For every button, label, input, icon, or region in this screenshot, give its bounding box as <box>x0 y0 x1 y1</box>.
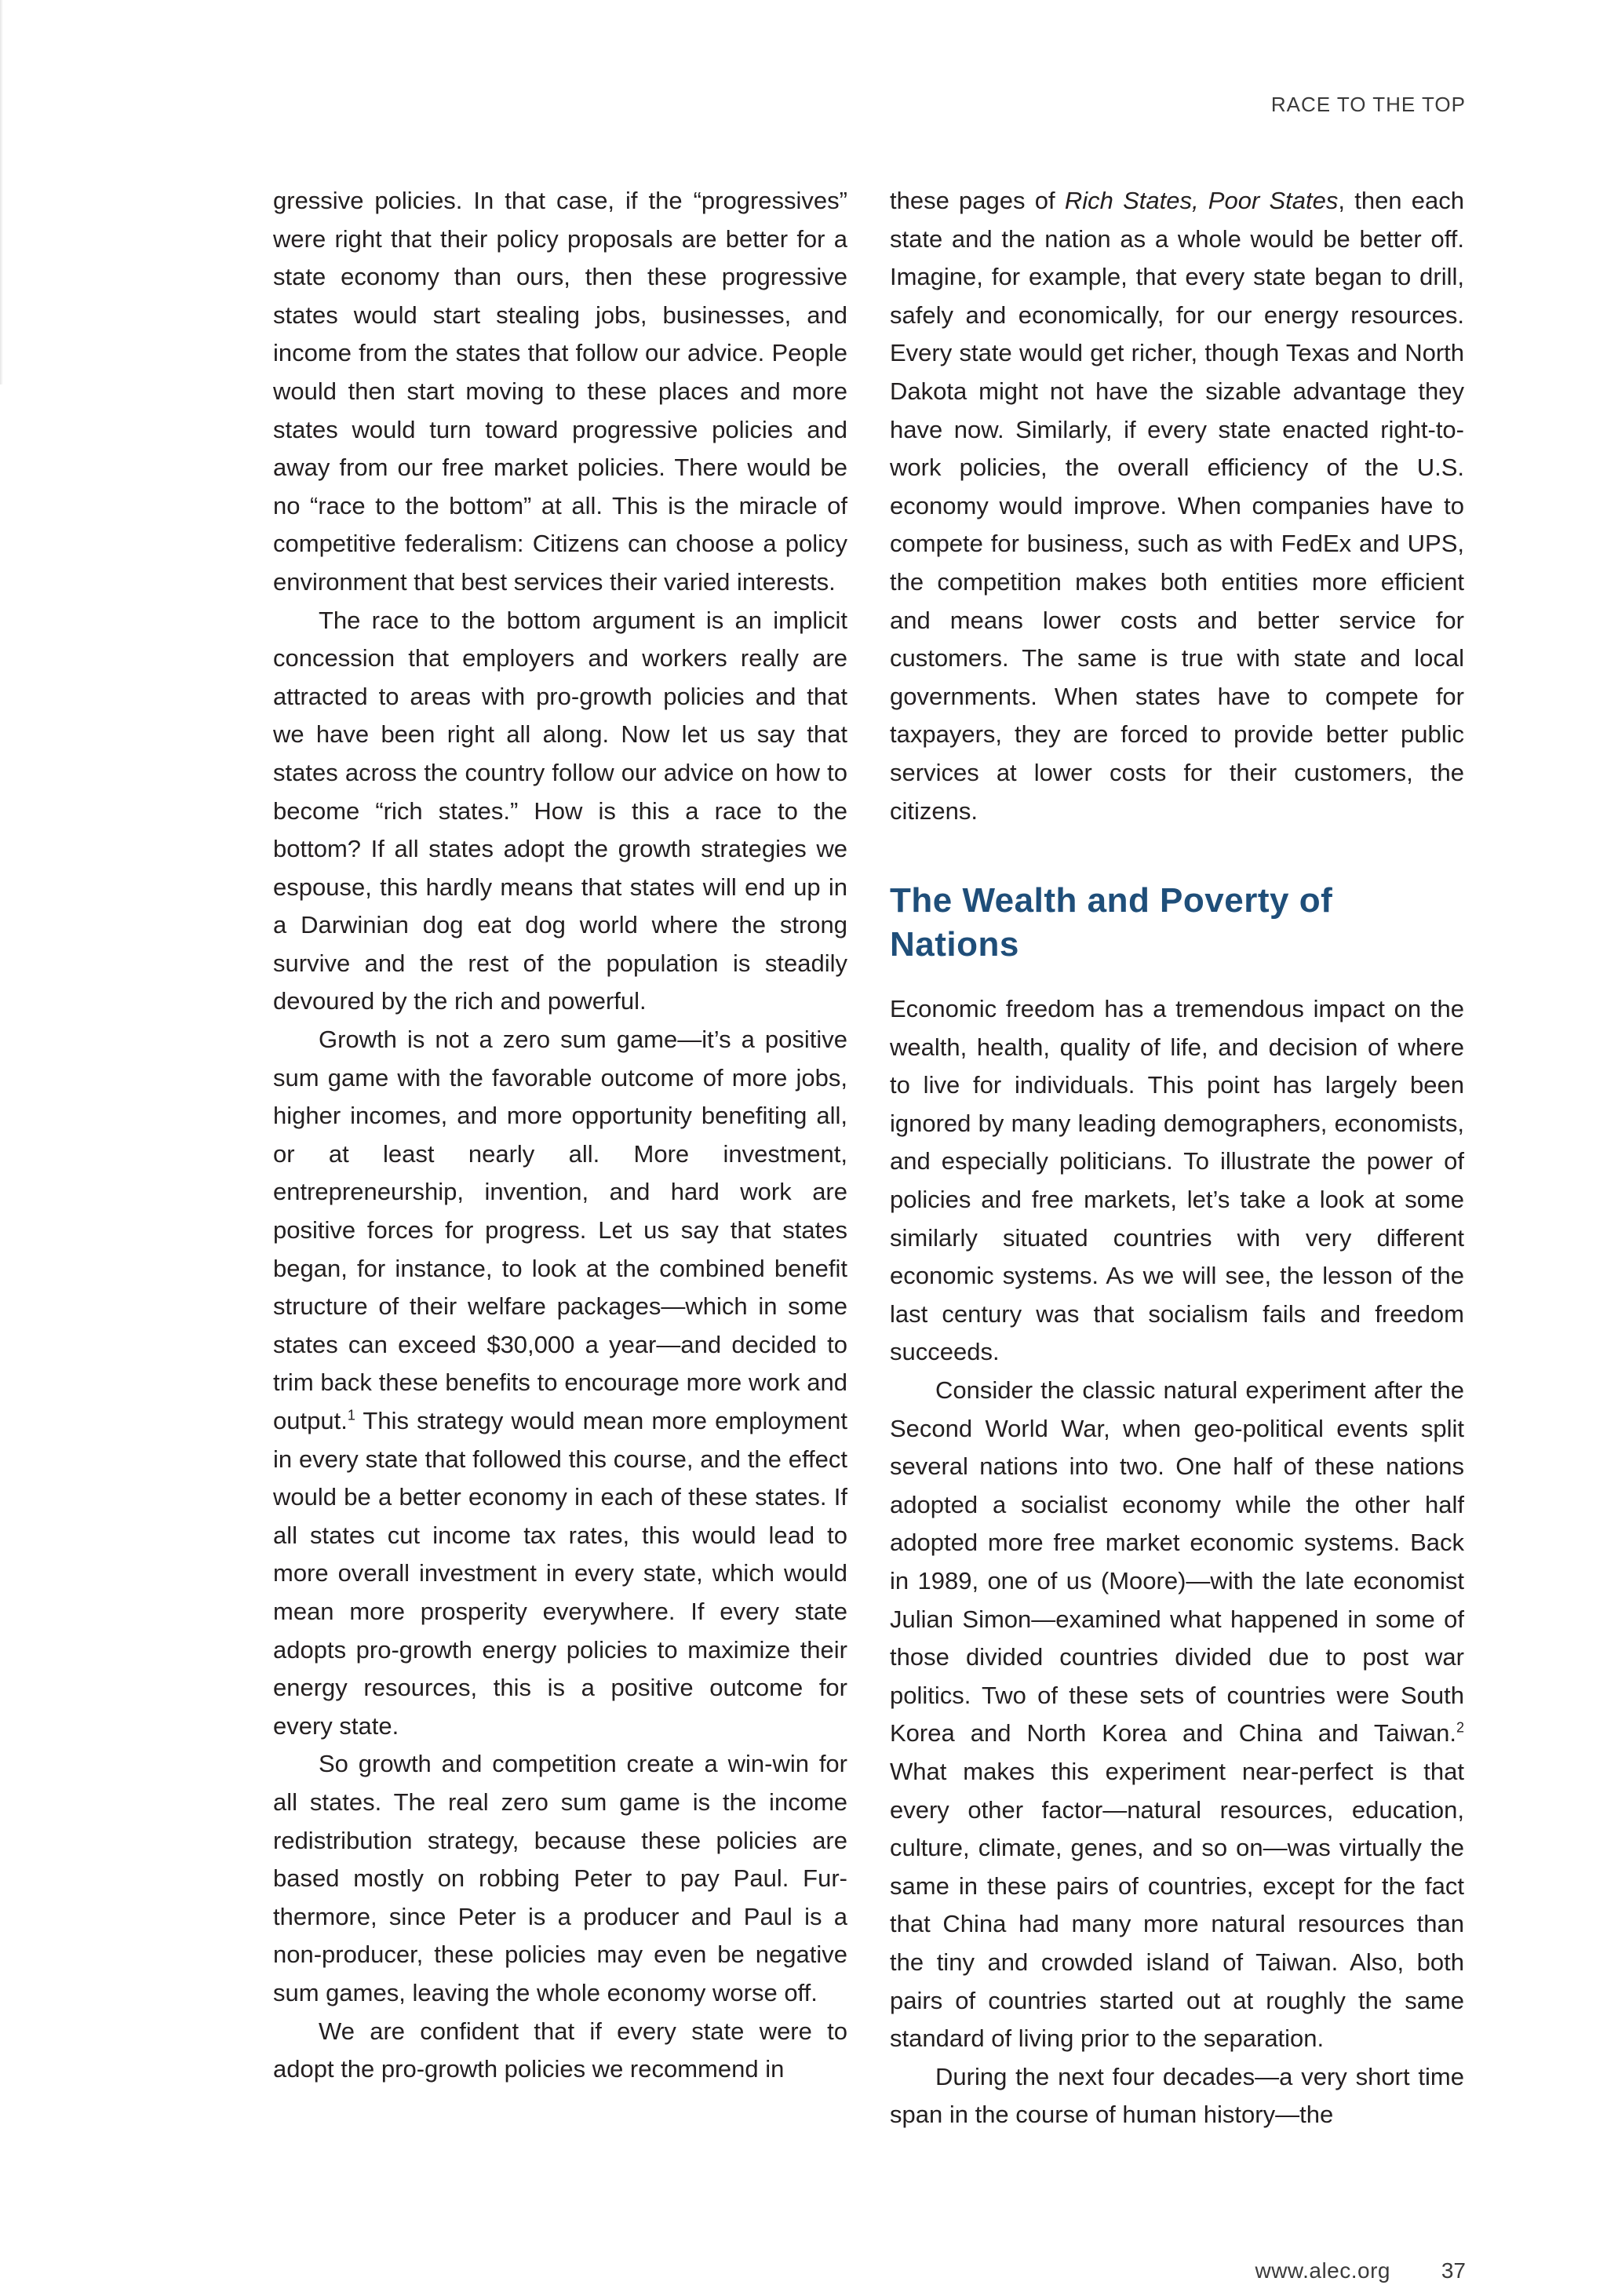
footnote-marker: 1 <box>347 1407 355 1423</box>
footnote-marker: 2 <box>1456 1720 1464 1737</box>
left-column <box>273 182 847 2089</box>
paragraph-text: these pages of <box>890 187 1065 214</box>
page-number: 37 <box>1441 2258 1466 2283</box>
paragraph-text: What makes this experiment near-perfect is that every other factor—natural resources, education, culture, climate, genes, and so on—was virtually the same in these pairs of countries, except for the fact that China had many more natural resources than the tiny and crowded island of Taiwan. Also, both pairs of countries started out at roughly the same standard of living prior to the separation. <box>890 1757 1464 2053</box>
paragraph <box>273 1021 847 1745</box>
paragraph-text: , then each state and the nation as a whole would be better off. Imagine, for example, that every state began to drill, safely and economically, for our energy resources. Every state would get richer, though Texas and North Dakota might not have the sizable advantage they have now. Similarly, if every state enacted right-to-work policies, the overall efficiency of the U.S. economy would improve. When companies have to compete for business, such as with FedEx and UPS, the competition makes both entities more efficient and means lower costs and better service for customers. The same is true with state and local governments. When states have to compete for taxpayers, they are forced to provide better public services at lower costs for their customers, the citizens. <box>890 187 1464 825</box>
footer-url[interactable]: www.alec.org <box>1255 2258 1390 2283</box>
paragraph: So growth and competition create a win-win for all states. The real zero sum game is the income redistribution strategy, because these policies are based mostly on robbing Peter to pay Paul. Furthermore, since Peter is a producer and Paul is a non-producer, these policies may even be negative sum games, leaving the whole economy worse off. <box>273 1750 847 2006</box>
paragraph-text: This strategy would mean more employment in every state that followed this course, and the effect would be a better economy in each of these states. If all states cut income tax rates, this would lead to more overall investment in every state, which would mean more prosperity everywhere. If every state adopts pro-growth energy policies to maximize their energy resources, this is a positive outcome for every state. <box>273 1407 847 1740</box>
paragraph: Economic freedom has a tremendous impact on the wealth, health, quality of life, and decision of where to live for individuals. This point has largely been ignored by many leading demographers, economists, and especially politicians. To illustrate the power of policies and free markets, let’s take a look at some similarly situated countries with very different economic systems. As we will see, the lesson of the last century was that socialism fails and freedom succeeds. <box>890 995 1464 1366</box>
paragraph: gressive policies. In that case, if the “progressives” were right that their policy proposals are better for a state economy than ours, then these progressive states would start stealing jobs, businesses, and income from the states that follow our advice. People would then start moving to these places and more states would turn toward progressive policies and away from our free market policies. There would be no “race to the bottom” at all. This is the miracle of competitive federalism: Citizens can choose a policy environment that best services their varied interests. <box>273 187 847 596</box>
paragraph <box>890 182 1464 830</box>
paragraph: The race to the bottom argument is an implicit concession that employers and workers really are attracted to areas with pro-growth policies and that we have been right all along. Now let us say that states across the country follow our advice on how to become “rich states.” How is this a race to the bottom? If all states adopt the growth strategies we espouse, this hardly means that states will end up in a Darwinian dog eat dog world where the strong survive and the rest of the population is steadily devoured by the rich and powerful. <box>273 606 847 1015</box>
right-column <box>890 182 1464 2134</box>
section-heading: The Wealth and Poverty of Nations <box>890 881 1333 964</box>
paragraph-text: Consider the classic natural experiment after the Second World War, when geo-political events split several nations into two. One half of these nations adopted a socialist economy while the other half adopted more free market economic systems. Back in 1989, one of us (Moore)—with the late economist Julian Simon—examined what happened in some of those divided countries divided due to post war politics. Two of these sets of countries were South Korea and North Korea and China and Taiwan. <box>890 1376 1464 1748</box>
paragraph: During the next four decades—a very short time span in the course of human history—the <box>890 2062 1464 2129</box>
paragraph-text: Growth is not a zero sum game—it’s a positive sum game with the favorable outcome of more jobs, higher incomes, and more opportunity benefiting all, or at least nearly all. More investment, entrepreneurship, invention, and hard work are positive forces for progress. Let us say that states began, for instance, to look at the combined benefit structure of their welfare packages—which in some states can exceed $30,000 a year—and decided to trim back these benefits to encourage more work and output. <box>273 1026 847 1434</box>
paragraph: We are confident that if every state were to adopt the pro-growth policies we recommend in <box>273 2017 847 2083</box>
page-edge-shadow <box>0 0 3 384</box>
paragraph <box>890 1372 1464 2058</box>
book-title: Rich States, Poor States <box>1064 187 1339 214</box>
running-header: RACE TO THE TOP <box>1270 93 1466 116</box>
